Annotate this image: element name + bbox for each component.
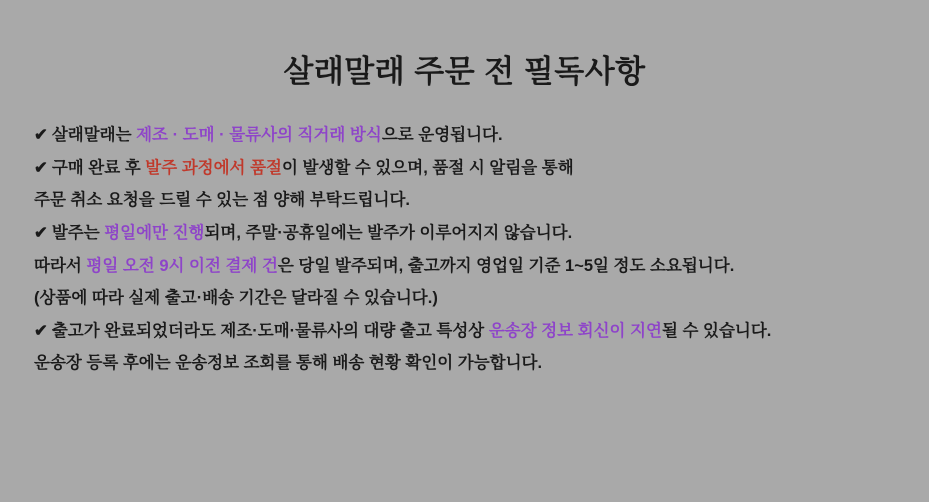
notice-text-highlight: 평일에만 진행 (104, 223, 205, 242)
notice-text: (상품에 따라 실제 출고·배송 기간은 달라질 수 있습니다.) (34, 289, 438, 308)
notice-line (34, 125, 903, 146)
notice-text: 은 당일 발주되며, 출고까지 영업일 기준 1~5일 정도 소요됩니다. (277, 256, 735, 275)
notice-text-highlight: 운송장 정보 회신이 지연 (488, 321, 662, 340)
notice-text: 주문 취소 요청을 드릴 수 있는 점 양해 부탁드립니다. (34, 191, 410, 210)
notice-text: 살래말래는 (51, 126, 137, 144)
notice-text: 되며, 주말·공휴일에는 발주가 이루어지지 않습니다. (204, 223, 573, 242)
notice-line (34, 353, 903, 374)
check-icon: ✔ (34, 126, 48, 144)
notice-text: 이 발생할 수 있으며, 품절 시 알림을 통해 (281, 158, 574, 177)
notice-text-highlight: 평일 오전 9시 이전 결제 건 (86, 256, 278, 275)
notice-text: 출고가 완료되었더라도 제조·도매·물류사의 대량 출고 특성상 (51, 321, 489, 340)
notice-text: 구매 완료 후 (51, 158, 146, 177)
page-title: 살래말래 주문 전 필독사항 (283, 54, 646, 89)
notice-line-list (26, 125, 903, 374)
notice-line (34, 256, 903, 277)
notice-text: 발주는 (51, 223, 105, 242)
notice-line (34, 288, 903, 309)
check-icon: ✔ (34, 223, 48, 242)
notice-text: 따라서 (34, 256, 87, 275)
notice-text: 될 수 있습니다. (661, 321, 772, 340)
notice-line (34, 223, 903, 244)
notice-line (34, 321, 903, 342)
notice-text: 운송장 등록 후에는 운송정보 조회를 통해 배송 현황 확인이 가능합니다. (34, 354, 543, 373)
notice-line (34, 158, 903, 179)
notice-text: 으로 운영됩니다. (381, 126, 503, 144)
check-icon: ✔ (34, 158, 48, 177)
check-icon: ✔ (34, 321, 48, 340)
notice-text-highlight: 제조 · 도매 · 물류사의 직거래 방식 (136, 126, 382, 144)
notice-line (34, 190, 903, 211)
notice-text-highlight: 발주 과정에서 품절 (145, 158, 282, 177)
